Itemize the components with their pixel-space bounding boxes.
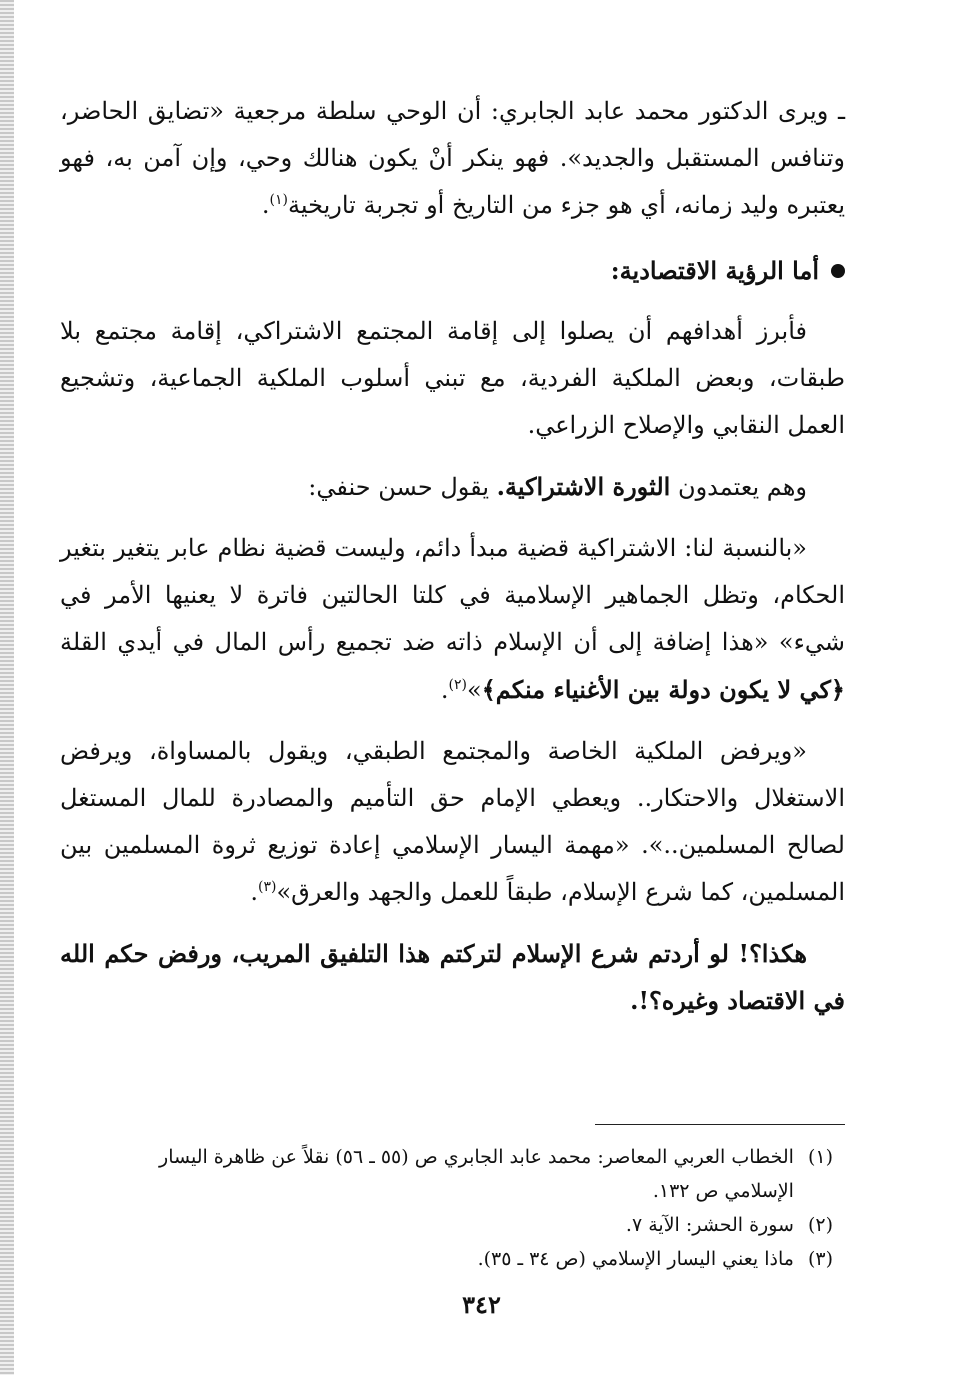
paragraph-3-bold: الثورة الاشتراكية. — [496, 472, 671, 501]
section-heading-text: أما الرؤية الاقتصادية: — [610, 256, 819, 285]
footnote-divider — [595, 1124, 845, 1125]
paragraph-1 — [60, 88, 845, 229]
paragraph-4-end: . — [440, 676, 449, 704]
paragraph-4 — [60, 525, 845, 714]
footnote-1 — [90, 1140, 833, 1208]
footnote-ref-2[interactable]: (٢) — [448, 677, 468, 693]
section-heading — [60, 247, 845, 294]
bullet-icon — [831, 264, 845, 278]
scan-edge — [0, 0, 14, 1375]
quran-quote: ﴿كي لا يكون دولة بين الأغنياء منكم﴾ — [481, 675, 845, 704]
footnote-ref-3[interactable]: (٣) — [258, 879, 277, 895]
paragraph-3-end: يقول حسن حنفي: — [308, 473, 490, 501]
page-number: ٣٤٢ — [462, 1290, 501, 1319]
paragraph-1-text: ـ ويرى الدكتور محمد عابد الجابري: أن الوحي سلطة مرجعية «تضايق الحاضر، وتنافس المستقبل والجديد». فهو ينكر أنْ يكون هنالك وحي، وإن آمن به، فهو يعتبره وليد زمانه، أي هو جزء من التاريخ أو تجربة تاريخية — [60, 97, 845, 219]
footnote-text: الخطاب العربي المعاصر: محمد عابد الجابري ص (٥٥ ـ ٥٦) نقلاً عن ظاهرة اليسار الإسلامي ص ١٣٢. — [159, 1146, 794, 1202]
footnote-text: ماذا يعني اليسار الإسلامي (ص ٣٤ ـ ٣٥). — [477, 1248, 794, 1270]
paragraph-1-end: . — [261, 191, 270, 219]
footnote-number: (٣) — [807, 1248, 833, 1270]
footnote-text: سورة الحشر: الآية ٧. — [625, 1214, 794, 1236]
paragraph-4-text: «بالنسبة لنا: الاشتراكية قضية مبدأ دائم، وليست قضية نظام عابر يتغير بتغير الحكام، وتظل الجماهير الإسلامية في كلتا الحالتين فاترة لا يعنيها الأمر في شيء» «هذا إضافة إلى أن الإسلام ذاته ضد تجميع رأس المال في أيدي القلة — [60, 534, 845, 656]
footnote-3 — [90, 1242, 833, 1276]
paragraph-6: هكذا؟! لو أردتم شرع الإسلام لتركتم هذا التلفيق المريب، ورفض حكم الله في الاقتصاد وغيره؟!. — [60, 939, 845, 1015]
footnotes — [90, 1140, 833, 1276]
paragraph-3 — [60, 463, 845, 511]
page-body — [60, 88, 845, 1024]
footnote-2 — [90, 1208, 833, 1242]
paragraph-5-text: «ويرفض الملكية الخاصة والمجتمع الطبقي، ويقول بالمساواة، ويرفض الاستغلال والاحتكار.. ويعطي الإمام حق التأميم والمصادرة للمال المستغل لصالح المسلمين..». «مهمة اليسار الإسلامي إعادة توزيع ثروة المسلمين بين المسلمين، كما شرع الإسلام، طبقاً للعمل والجهد والعرق» — [60, 737, 845, 906]
paragraph-4-closing-quote: » — [467, 676, 482, 704]
footnote-number: (١) — [807, 1146, 833, 1168]
paragraph-5 — [60, 728, 845, 916]
footnote-number: (٢) — [807, 1214, 833, 1236]
paragraph-2: فأبرز أهدافهم أن يصلوا إلى إقامة المجتمع الاشتراكي، إقامة مجتمع بلا طبقات، وبعض الملكية الفردية، مع تبني أسلوب الملكية الجماعية، وتشجيع العمل النقابي والإصلاح الزراعي. — [60, 317, 845, 439]
paragraph-3-start: وهم يعتمدون — [677, 473, 807, 501]
footnote-ref-1[interactable]: (١) — [269, 192, 288, 208]
paragraph-5-end: . — [250, 878, 258, 906]
